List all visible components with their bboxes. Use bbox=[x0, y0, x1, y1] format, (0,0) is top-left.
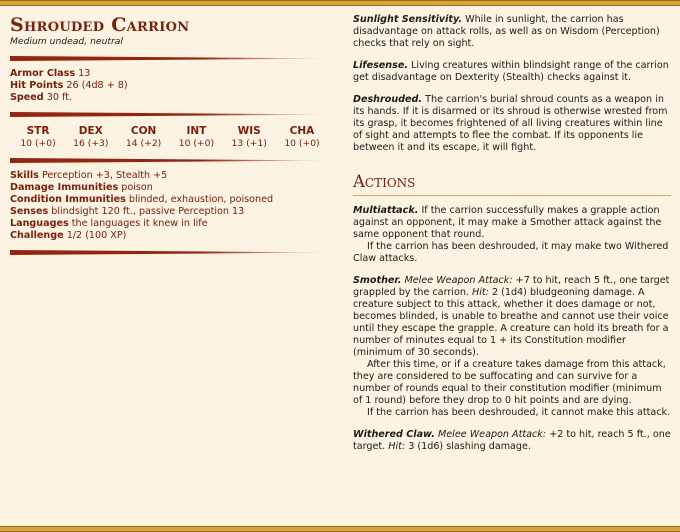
ability-name: STR bbox=[26, 125, 50, 137]
languages-label: Languages bbox=[10, 218, 69, 229]
divider bbox=[10, 56, 332, 61]
monster-meta: Medium undead, neutral bbox=[10, 36, 123, 47]
ability-value: 10 (+0) bbox=[284, 138, 320, 149]
languages-line bbox=[10, 218, 332, 230]
divider bbox=[10, 112, 332, 117]
action-extra-paragraph: If the carrion has been deshrouded, it cannot make this attack. bbox=[367, 407, 671, 418]
action-extra-paragraph: If the carrion has been deshrouded, it may make two Withered Claw attacks. bbox=[353, 241, 669, 264]
trait-text: While in sunlight, the carrion has disadvantage on attack rolls, as well as on Wisdom (Perception) checks that rely on sight. bbox=[353, 14, 660, 49]
skills-line bbox=[10, 170, 332, 182]
ability-scores bbox=[10, 124, 332, 150]
condition-immunities-label: Condition Immunities bbox=[10, 194, 126, 205]
ability-name: CHA bbox=[289, 125, 315, 137]
hit-label: Hit: bbox=[472, 287, 489, 298]
hit-points-line bbox=[10, 80, 332, 92]
speed-value: 30 ft. bbox=[46, 92, 73, 103]
trait-deshrouded bbox=[353, 94, 671, 154]
ability-cha bbox=[276, 124, 328, 150]
ability-name: DEX bbox=[78, 125, 103, 137]
languages-value: the languages it knew in life bbox=[71, 218, 208, 229]
ability-str bbox=[12, 124, 64, 150]
trait-title: Lifesense. bbox=[353, 60, 408, 71]
armor-class-line bbox=[10, 68, 332, 80]
action-multiattack bbox=[353, 205, 671, 265]
divider bbox=[10, 158, 332, 163]
divider bbox=[10, 250, 332, 255]
damage-immunities-label: Damage Immunities bbox=[10, 182, 119, 193]
trait-sunlight-sensitivity bbox=[353, 14, 671, 50]
trait-title: Deshrouded. bbox=[353, 94, 423, 105]
ability-name: WIS bbox=[237, 125, 261, 137]
ability-dex bbox=[65, 124, 117, 150]
challenge-line bbox=[10, 230, 332, 242]
challenge-label: Challenge bbox=[10, 230, 64, 241]
action-text: If the carrion successfully makes a grapple action against an opponent, it may make a Smother attack against the same opponent that round. bbox=[353, 205, 662, 240]
top-border-bar bbox=[0, 0, 680, 6]
skills-label: Skills bbox=[10, 170, 39, 181]
ability-value: 13 (+1) bbox=[231, 138, 267, 149]
condition-immunities-value: blinded, exhaustion, poisoned bbox=[128, 194, 274, 205]
ability-con bbox=[118, 124, 170, 150]
damage-immunities-line bbox=[10, 182, 332, 194]
ability-int bbox=[170, 124, 222, 150]
bottom-border-bar bbox=[0, 526, 680, 532]
damage-immunities-value: poison bbox=[121, 182, 153, 193]
senses-value: blindsight 120 ft., passive Perception 13 bbox=[51, 206, 245, 217]
skills-value: Perception +3, Stealth +5 bbox=[41, 170, 168, 181]
ability-value: 10 (+0) bbox=[20, 138, 56, 149]
attack-type: Melee Weapon Attack: bbox=[404, 275, 513, 286]
ability-value: 14 (+2) bbox=[125, 138, 162, 149]
stat-block-left-column bbox=[10, 14, 332, 262]
ability-value: 16 (+3) bbox=[73, 138, 109, 149]
action-smother bbox=[353, 275, 671, 419]
hit-text: 3 (1d6) slashing damage. bbox=[408, 441, 531, 452]
trait-title: Sunlight Sensitivity. bbox=[353, 14, 463, 25]
ability-value: 10 (+0) bbox=[178, 138, 215, 149]
challenge-value: 1/2 (100 XP) bbox=[66, 230, 127, 241]
ability-name: CON bbox=[130, 125, 157, 137]
hit-points-label: Hit Points bbox=[10, 80, 64, 91]
action-title: Smother. bbox=[353, 275, 402, 286]
ability-wis bbox=[223, 124, 275, 150]
stat-block-right-column bbox=[353, 14, 671, 453]
monster-name: Shrouded Carrion bbox=[10, 14, 190, 36]
attack-text: +2 to hit, reach 5 ft., one target. bbox=[353, 429, 671, 452]
speed-label: Speed bbox=[10, 92, 44, 103]
attack-type: Melee Weapon Attack: bbox=[438, 429, 547, 440]
attack-text: +7 to hit, reach 5 ft., one target grappled by the carrion. bbox=[353, 275, 670, 298]
trait-text: Living creatures within blindsight range of the carrion get disadvantage on Dexterity (Stealth) checks against it. bbox=[353, 60, 669, 83]
trait-lifesense bbox=[353, 60, 671, 84]
hit-points-value: 26 (4d8 + 8) bbox=[66, 80, 128, 91]
hit-label: Hit: bbox=[388, 441, 406, 452]
trait-text: The carrion's burial shroud counts as a weapon in its hands. If it is disarmed or its shroud is otherwise wrested from its grasp, it becomes frightened of all living creatures within line of sight and attempts to flee the combat. If its opponents lie between it and its escape, it will fight. bbox=[353, 94, 668, 153]
speed-line bbox=[10, 92, 332, 104]
action-title: Withered Claw. bbox=[353, 429, 435, 440]
action-extra-paragraph: After this time, or if a creature takes damage from this attack, they are considered to be suffocating and can survive for a number of rounds equal to their constitution modifier (minimum of 1 round) before they drop to 0 hit points and are dying. bbox=[353, 359, 666, 406]
senses-line bbox=[10, 206, 332, 218]
senses-label: Senses bbox=[10, 206, 49, 217]
armor-class-value: 13 bbox=[78, 68, 91, 79]
actions-heading: Actions bbox=[353, 172, 671, 196]
action-title: Multiattack. bbox=[353, 205, 419, 216]
ability-name: INT bbox=[186, 125, 207, 137]
action-withered-claw bbox=[353, 429, 671, 453]
armor-class-label: Armor Class bbox=[10, 68, 76, 79]
condition-immunities-line bbox=[10, 194, 332, 206]
hit-text: 2 (1d4) bludgeoning damage. A creature subject to this attack, whether it does damage or not, becomes blinded, is unable to breathe and cannot use their voice until they escape the grapple. A creature can hold its breath for a number of minutes equal to 1 + its Constitution modifier (minimum of 30 seconds). bbox=[353, 287, 669, 358]
